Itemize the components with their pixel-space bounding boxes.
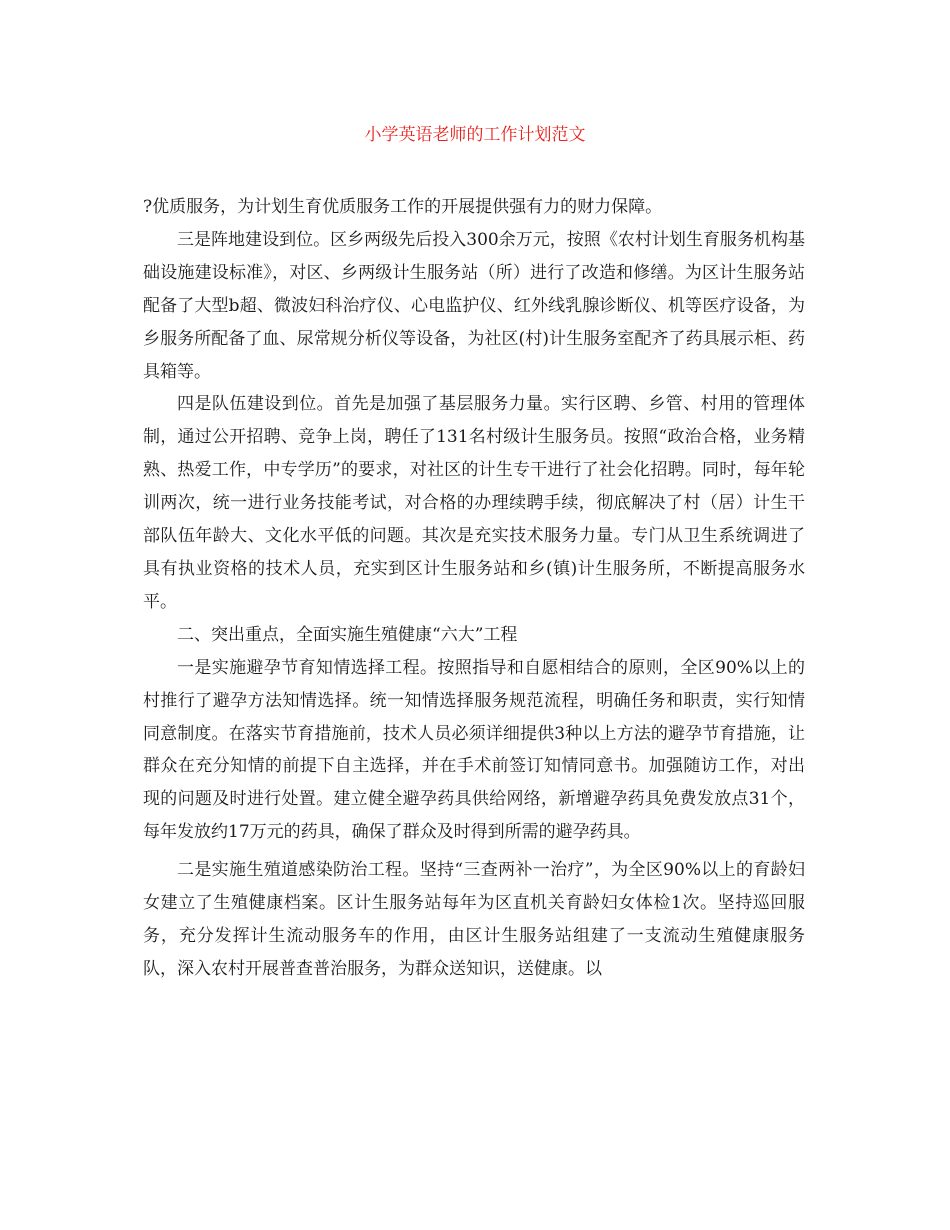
paragraph-5: 二是实施生殖道感染防治工程。坚持“三查两补一治疗”，为全区90%以上的育龄妇女建立了生殖健康档案。区计生服务站每年为区直机关育龄妇女体检1次。坚持巡回服务，充分发挥计生流动服务车的作用，由区计生服务站组建了一支流动生殖健康服务队，深入农村开展普查普治服务，为群众送知识，送健康。以 bbox=[143, 860, 805, 979]
document-title: 小学英语老师的工作计划范文 bbox=[364, 125, 586, 145]
paragraph-4: 一是实施避孕节育知情选择工程。按照指导和自愿相结合的原则，全区90%以上的村推行了避孕方法知情选择。统一知情选择服务规范流程，明确任务和职责，实行知情同意制度。在落实节育措施前，技术人员必须详细提供3种以上方法的避孕节育措施，让群众在充分知情的前提下自主选择，并在手术前签订知情同意书。加强随访工作，对出现的问题及时进行处置。建立健全避孕药具供给网络，新增避孕药具免费发放点31个，每年发放约17万元的药具，确保了群众及时得到所需的避孕药具。 bbox=[143, 657, 805, 843]
paragraph-2: 三是阵地建设到位。区乡两级先后投入300余万元，按照《农村计划生育服务机构基础设施建设标准》，对区、乡两级计生服务站（所）进行了改造和修缮。为区计生服务站配备了大型b超、微波妇科治疗仪、心电监护仪、红外线乳腺诊断仪、机等医疗设备，为乡服务所配备了血、尿常规分析仪等设备，为社区(村)计生服务室配齐了药具展示柜、药具箱等。 bbox=[143, 229, 805, 382]
section-heading: 二、突出重点，全面实施生殖健康“六大”工程 bbox=[177, 624, 518, 645]
paragraph-3: 四是队伍建设到位。首先是加强了基层服务力量。实行区聘、乡管、村用的管理体制，通过公开招聘、竞争上岗，聘任了131名村级计生服务员。按照“政治合格，业务精熟、热爱工作，中专学历”的要求，对社区的计生专干进行了社会化招聘。同时，每年轮训两次，统一进行业务技能考试，对合格的办理续聘手续，彻底解决了村（居）计生干部队伍年龄大、文化水平低的问题。其次是充实技术服务力量。专门从卫生系统调进了具有执业资格的技术人员，充实到区计生服务站和乡(镇)计生服务所，不断提高服务水平。 bbox=[143, 394, 805, 612]
paragraph-1: ?优质服务，为计划生育优质服务工作的开展提供强有力的财力保障。 bbox=[143, 197, 663, 217]
document-body bbox=[143, 191, 805, 986]
